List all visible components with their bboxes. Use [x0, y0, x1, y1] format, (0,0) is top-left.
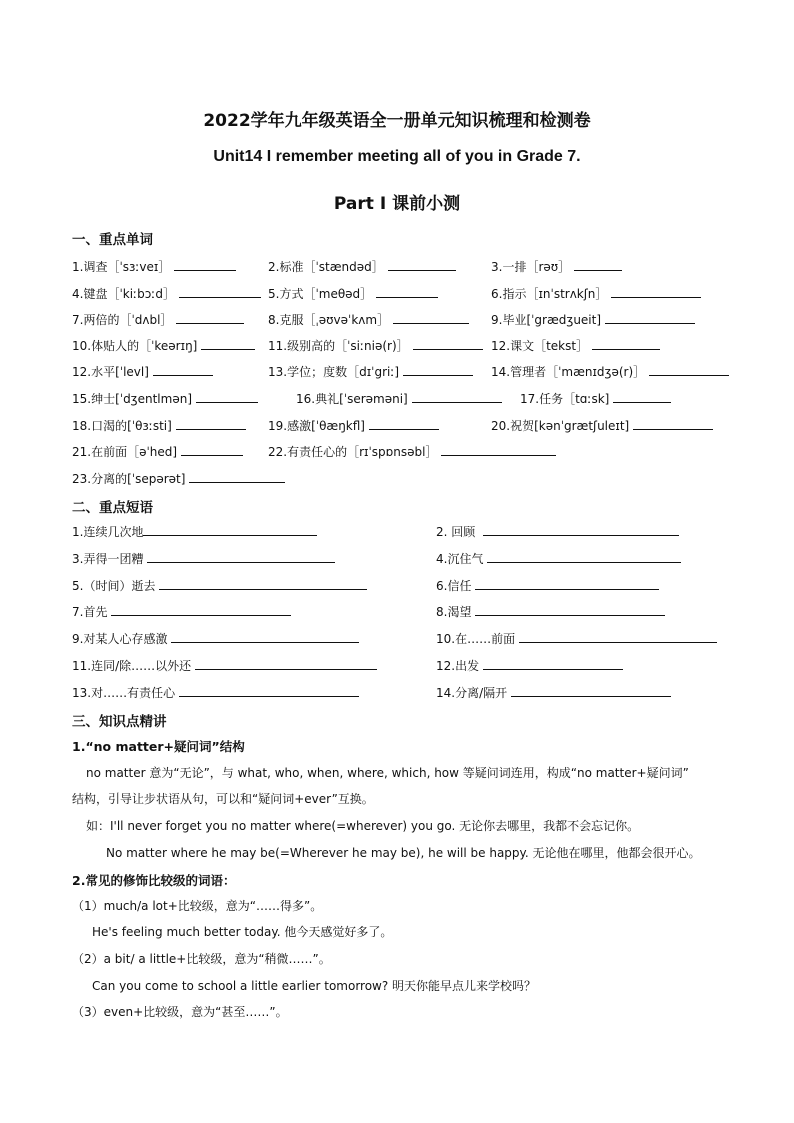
vocab-item: 22.有责任心的［rɪˈspɒnsəbl］ [268, 443, 556, 460]
answer-blank[interactable] [111, 603, 291, 616]
phrase-item: 11.连同/除……以外还 [72, 657, 377, 674]
unit-title: Unit14 I remember meeting all of you in Grade 7. [213, 148, 581, 165]
answer-blank[interactable] [189, 470, 285, 483]
phrase-item: 13.对……有责任心 [72, 684, 359, 701]
answer-blank[interactable] [483, 657, 623, 670]
vocab-row [0, 417, 794, 437]
phrase-item: 10.在……前面 [436, 630, 717, 647]
vocab-row [0, 311, 794, 331]
point1-paragraph-line1: no matter 意为“无论”，与 what, who, when, where, which, how 等疑问词连用，构成“no matter+疑问词” [86, 766, 689, 780]
vocab-item: 3.一排［rəʊ］ [491, 258, 622, 275]
answer-blank[interactable] [147, 550, 335, 563]
vocab-item: 23.分离的[ˈsepərət] [72, 470, 285, 487]
point1-example2: No matter where he may be(=Wherever he may be), he will be happy. 无论他在哪里，他都会很开心。 [106, 846, 701, 860]
vocab-row [0, 258, 794, 278]
vocab-item: 12.水平[ˈlevl] [72, 363, 213, 380]
point2-title: 2.常见的修饰比较级的词语： [72, 873, 236, 888]
vocab-item: 9.毕业[ˈgrædʒueit] [491, 311, 695, 328]
point2-item2: （2）a bit/ a little+比较级，意为“稍微……”。 [72, 952, 331, 966]
answer-blank[interactable] [413, 337, 483, 350]
phrase-item: 14.分离/隔开 [436, 684, 671, 701]
vocab-item: 20.祝贺[kənˈgrætʃuleɪt] [491, 417, 713, 434]
answer-blank[interactable] [171, 630, 359, 643]
vocab-item: 15.绅士[ˈdʒentlmən] [72, 390, 258, 407]
section2-heading: 二、重点短语 [72, 500, 153, 516]
answer-blank[interactable] [611, 285, 701, 298]
answer-blank[interactable] [412, 390, 502, 403]
phrase-row [0, 577, 794, 597]
answer-blank[interactable] [475, 603, 665, 616]
vocab-row [0, 390, 794, 410]
phrase-item: 7.首先 [72, 603, 291, 620]
vocab-item: 21.在前面［əˈhed] [72, 443, 243, 460]
phrase-row [0, 684, 794, 704]
vocab-row [0, 337, 794, 357]
vocab-row [0, 443, 794, 463]
answer-blank[interactable] [179, 684, 359, 697]
answer-blank[interactable] [181, 443, 243, 456]
answer-blank[interactable] [475, 577, 659, 590]
phrase-row [0, 657, 794, 677]
vocab-row [0, 470, 794, 490]
answer-blank[interactable] [201, 337, 255, 350]
vocab-item: 5.方式［ˈmeθəd］ [268, 285, 438, 302]
vocab-item: 7.两倍的［ˈdʌbl］ [72, 311, 244, 328]
vocab-row [0, 363, 794, 383]
answer-blank[interactable] [143, 523, 317, 536]
vocab-item: 11.级别高的［ˈsiːniə(r)］ [268, 337, 483, 354]
answer-blank[interactable] [613, 390, 671, 403]
phrase-row [0, 603, 794, 623]
answer-blank[interactable] [376, 285, 438, 298]
vocab-item: 8.克服［ˌəʊvəˈkʌm］ [268, 311, 469, 328]
vocab-item: 18.口渴的[ˈθɜːsti] [72, 417, 246, 434]
answer-blank[interactable] [441, 443, 556, 456]
answer-blank[interactable] [196, 390, 258, 403]
point2-item1: （1）much/a lot+比较级，意为“……得多”。 [72, 899, 323, 913]
answer-blank[interactable] [159, 577, 367, 590]
phrase-item: 12.出发 [436, 657, 623, 674]
vocab-item: 1.调查［ˈsɜːveɪ］ [72, 258, 236, 275]
point2-example2: Can you come to school a little earlier tomorrow? 明天你能早点儿来学校吗？ [92, 979, 537, 993]
section3-heading: 三、知识点精讲 [72, 714, 167, 730]
phrase-row [0, 630, 794, 650]
phrase-item: 9.对某人心存感激 [72, 630, 359, 647]
answer-blank[interactable] [174, 258, 236, 271]
answer-blank[interactable] [369, 417, 439, 430]
vocab-item: 4.键盘［ˈkiːbɔːd］ [72, 285, 261, 302]
answer-blank[interactable] [403, 363, 473, 376]
answer-blank[interactable] [519, 630, 717, 643]
answer-blank[interactable] [487, 550, 681, 563]
phrase-item: 5.（时间）逝去 [72, 577, 367, 594]
vocab-item: 13.学位；度数［dɪˈgriː] [268, 363, 473, 380]
phrase-item: 4.沉住气 [436, 550, 681, 567]
answer-blank[interactable] [195, 657, 377, 670]
answer-blank[interactable] [592, 337, 660, 350]
vocab-item: 2.标准［ˈstændəd］ [268, 258, 456, 275]
vocab-item: 6.指示［ɪnˈstrʌkʃn］ [491, 285, 701, 302]
vocab-item: 12.课文［tekst］ [491, 337, 660, 354]
point2-item3: （3）even+比较级，意为“甚至……”。 [72, 1005, 288, 1019]
answer-blank[interactable] [176, 417, 246, 430]
phrase-row [0, 523, 794, 543]
point1-paragraph-line2: 结构，引导让步状语从句，可以和“疑问词+ever”互换。 [72, 792, 374, 806]
phrase-item: 2. 回顾 [436, 523, 679, 540]
phrase-item: 1.连续几次地 [72, 523, 317, 540]
answer-blank[interactable] [153, 363, 213, 376]
vocab-item: 19.感激[ˈθæŋkfl] [268, 417, 439, 434]
answer-blank[interactable] [388, 258, 456, 271]
answer-blank[interactable] [649, 363, 729, 376]
answer-blank[interactable] [633, 417, 713, 430]
phrase-item: 6.信任 [436, 577, 659, 594]
phrase-item: 3.弄得一团糟 [72, 550, 335, 567]
answer-blank[interactable] [511, 684, 671, 697]
point1-example1: 如：I'll never forget you no matter where(=wherever) you go. 无论你去哪里，我都不会忘记你。 [86, 819, 640, 833]
section1-heading: 一、重点单词 [72, 232, 153, 248]
answer-blank[interactable] [393, 311, 469, 324]
vocab-row [0, 285, 794, 305]
vocab-item: 17.任务［tɑːsk] [520, 390, 671, 407]
main-title: 2022学年九年级英语全一册单元知识梳理和检测卷 [203, 111, 591, 131]
answer-blank[interactable] [176, 311, 244, 324]
answer-blank[interactable] [483, 523, 679, 536]
phrase-item: 8.渴望 [436, 603, 665, 620]
point2-example1: He's feeling much better today. 他今天感觉好多了。 [92, 925, 393, 939]
part-title: Part I 课前小测 [333, 194, 461, 214]
point1-title: 1.“no matter+疑问词”结构 [72, 739, 245, 754]
answer-blank[interactable] [179, 285, 261, 298]
vocab-item: 14.管理者［ˈmænɪdʒə(r)］ [491, 363, 729, 380]
answer-blank[interactable] [605, 311, 695, 324]
answer-blank[interactable] [574, 258, 622, 271]
vocab-item: 10.体贴人的［ˈkeərɪŋ] [72, 337, 255, 354]
vocab-item: 16.典礼[ˈserəməni] [296, 390, 502, 407]
phrase-row [0, 550, 794, 570]
